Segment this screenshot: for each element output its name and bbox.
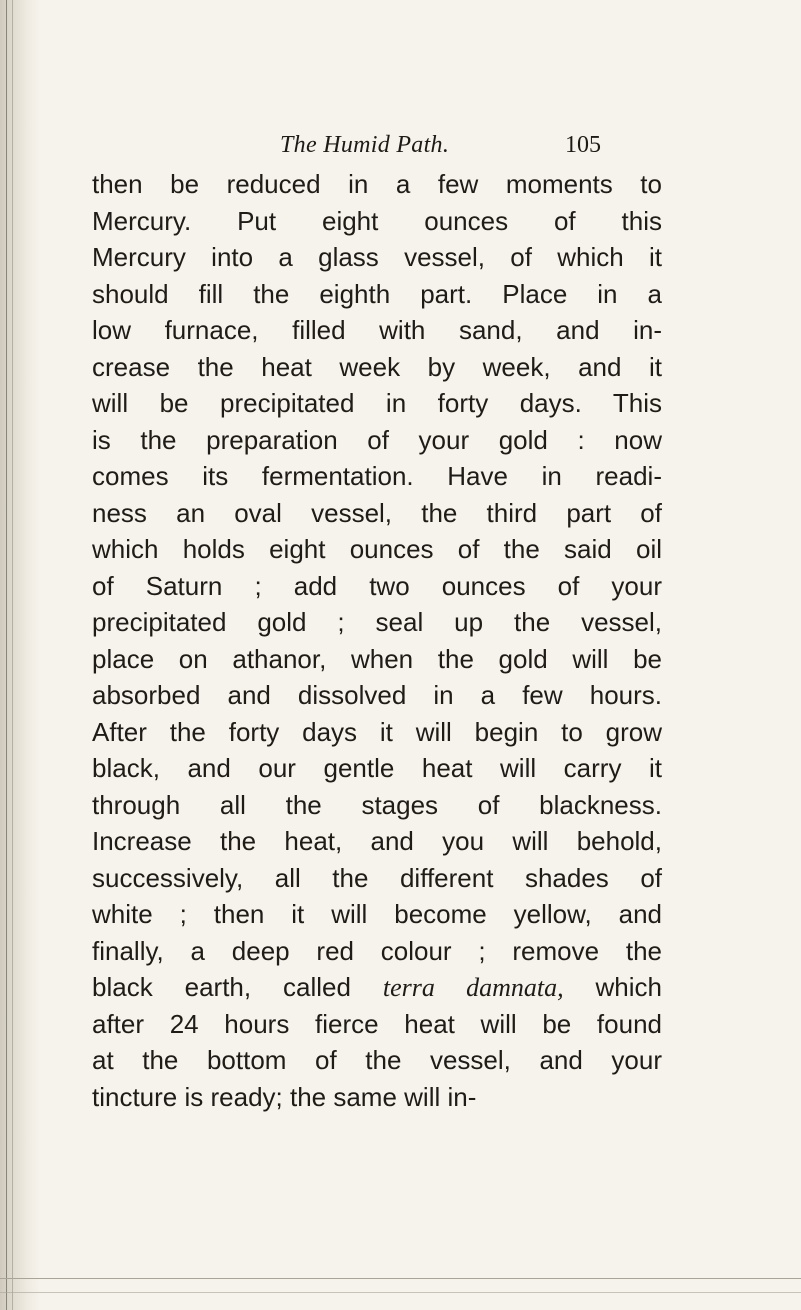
page-bottom-edge <box>0 1292 801 1293</box>
page-bottom-edge <box>0 1278 801 1279</box>
text-line: Mercury into a glass vessel, of which it <box>92 242 662 272</box>
text-line: After the forty days it will begin to grow <box>92 716 662 747</box>
text-line: ness an oval vessel, the third part of <box>92 497 662 528</box>
text-line: will be precipitated in forty days. This <box>92 388 662 418</box>
text-line: is the preparation of your gold : now <box>92 424 662 455</box>
text-line: black, and our gentle heat will carry it <box>92 753 662 783</box>
text-line: tincture is ready; the same will in- <box>92 1081 477 1112</box>
text-line: absorbed and dissolved in a few hours. <box>92 680 662 710</box>
text-run: black earth, called <box>92 972 383 1002</box>
text-line: place on athanor, when the gold will be <box>92 643 662 674</box>
text-line: should fill the eighth part. Place in a <box>92 278 662 309</box>
text-line: through all the stages of blackness. <box>92 789 662 820</box>
text-line: Increase the heat, and you will behold, <box>92 826 662 856</box>
text-run: which <box>563 972 662 1002</box>
text-line: then be reduced in a few moments to <box>92 169 662 199</box>
text-line: precipitated gold ; seal up the vessel, <box>92 607 662 637</box>
text-line: successively, all the different shades of <box>92 862 662 893</box>
gutter-line <box>6 0 7 1310</box>
running-title: The Humid Path. <box>280 132 450 158</box>
text-line <box>92 969 662 1006</box>
text-line: comes its fermentation. Have in readi- <box>92 461 662 491</box>
text-line: at the bottom of the vessel, and your <box>92 1045 662 1075</box>
text-line: finally, a deep red colour ; remove the <box>92 935 662 966</box>
text-line: after 24 hours fierce heat will be found <box>92 1008 662 1039</box>
body-text <box>92 166 662 1115</box>
text-line: of Saturn ; add two ounces of your <box>92 570 662 601</box>
running-head <box>280 132 601 166</box>
page-number: 105 <box>565 132 601 158</box>
text-line: crease the heat week by week, and it <box>92 351 662 382</box>
text-line: which holds eight ounces of the said oil <box>92 534 662 564</box>
gutter-line <box>12 0 13 1310</box>
text-line: white ; then it will become yellow, and <box>92 899 662 929</box>
italic-phrase: terra damnata, <box>382 973 564 1002</box>
text-line: low furnace, filled with sand, and in- <box>92 315 662 345</box>
text-line: Mercury. Put eight ounces of this <box>92 205 662 236</box>
